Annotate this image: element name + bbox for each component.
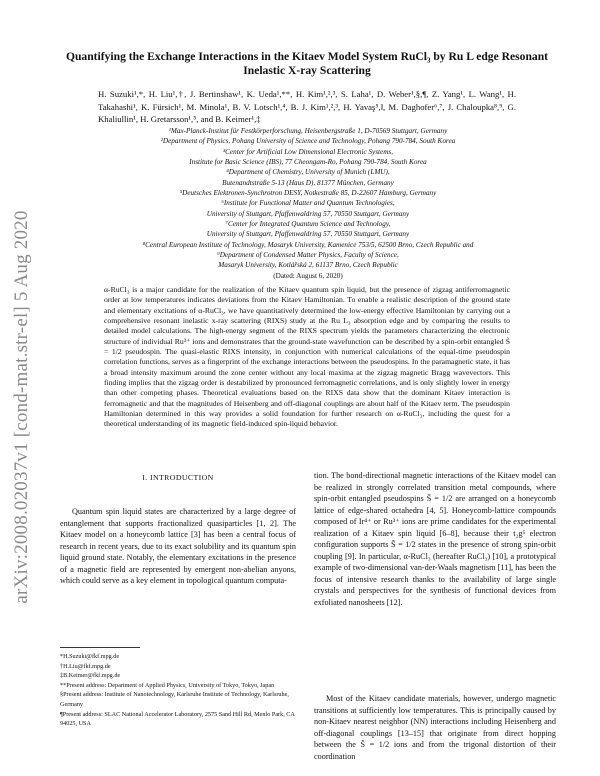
- date-line: (Dated: August 6, 2020): [273, 271, 343, 280]
- footnote: †H.Liu@fkf.mpg.de: [60, 662, 111, 670]
- paper-title: Quantifying the Exchange Interactions in the Kitaev Model System RuCl₃ by Ru L edge Resonant Inelastic X-ray Scattering: [65, 50, 549, 78]
- arxiv-identifier: arXiv:2008.02037v1 [cond-mat.str-el] 5 Aug 2020: [11, 210, 32, 604]
- affiliation-line: ⁵Deutsches Elektronen-Synchrotron DESY, Notkestraße 85, D-22607 Hamburg, Germany: [179, 189, 437, 198]
- intro-paragraph-right-1: tion. The bond-directional magnetic interactions of the Kitaev model can be realized in strongly correlated transition metal compounds, where spin-orbit entangled pseudospins S̃ = 1/2 are arranged on a honeycomb lattice of edge-shared octahedra [4, 5]. Honeycomb-lattice compounds composed of Ir⁴⁺ or Ru³⁺ ions are prime candidates for the experimental realization of a Kitaev spin liquid [6–8], because their t₂g⁵ electron configuration supports S̃ = 1/2 states in the presence of strong spin-orbit coupling [9]. In particular, α-RuCl₃ (hereafter RuCl₃) [10], a prototypical example of two-dimensional van-der-Waals magnetism [11], has been the focus of intensive research thanks to the availability of large single crystals and perspectives for the synthesis of functional devices from exfoliated nanosheets [12].: [314, 471, 556, 607]
- footnote: ‡B.Keimer@fkf.mpg.de: [60, 672, 121, 680]
- affiliation-line: University of Stuttgart, Pfaffenwaldring 57, 70550 Stuttgart, Germany: [206, 230, 410, 239]
- section-heading: I. INTRODUCTION: [142, 473, 214, 482]
- author-list: H. Suzuki¹,*, H. Liu¹,†, J. Bertinshaw¹, K. Ueda¹,**, H. Kim¹,²,³, S. Laha¹, D. Weber¹,§,¶, Z. Yang¹, L. Wang¹, H. Takahashi¹, K. Fürsich¹, M. Minola¹, B. V. Lotsch¹,⁴, B. J. Kim¹,²,³, H. Yavaş⁵,‖, M. Daghofer⁶,⁷, J. Chaloupka⁸,⁹, G. Khaliullin¹, H. Gretarsson¹,⁵, and B. Keimer¹,‡: [98, 89, 516, 124]
- affiliation-line: Institute for Basic Science (IBS), 77 Cheongam-Ro, Pohang 790-784, South Korea: [189, 158, 427, 167]
- affiliation-line: ²Department of Physics, Pohang University of Science and Technology, Pohang 790-784, South Korea: [160, 137, 456, 146]
- footnote: **Present address: Department of Applied Physics, University of Tokyo, Tokyo, Japan: [60, 681, 275, 689]
- intro-paragraph-right-2: Most of the Kitaev candidate materials, however, undergo magnetic transitions at sufficiently low temperatures. This is principally caused by non-Kitaev nearest neighbor (NN) interactions including Heisenberg and off-diagonal couplings [13–15] that originate from direct hopping between the S̃ = 1/2 ions and from the trigonal distortion of their coordination: [314, 694, 556, 761]
- affiliation-line: Butenandtstraße 5-13 (Haus D), 81377 München, Germany: [222, 178, 394, 187]
- intro-paragraph-left: Quantum spin liquid states are characterized by a large degree of entanglement that supports fractionalized quasiparticles [1, 2]. The Kitaev model on a honeycomb lattice [3] has been a central focus of research in recent years, due to its exact solubility and its quantum spin liquid ground state. Notably, the elementary excitations in the presence of a magnetic field are represented by emergent non-abelian anyons, which could serve as a key element in topological quantum computa-: [60, 507, 296, 585]
- affiliation-line: ⁹Department of Condensed Matter Physics, Faculty of Science,: [217, 251, 399, 260]
- affiliation-line: ¹Max-Planck-Institut für Festkörperforschung, Heisenbergstraße 1, D-70569 Stuttgart, Germany: [168, 127, 448, 135]
- affiliation-line: Masaryk University, Kotlářská 2, 61137 Brno, Czech Republic: [218, 261, 398, 270]
- affiliation-line: ⁴Department of Chemistry, University of Munich (LMU),: [226, 168, 390, 177]
- footnote: ¶Present address: SLAC National Accelerator Laboratory, 2575 Sand Hill Rd, Menlo Park, CA 94025, USA: [60, 710, 295, 728]
- footnote: *H.Suzuki@fkf.mpg.de: [60, 653, 120, 660]
- footnote-divider: [60, 647, 140, 648]
- affiliation-line: ³Center for Artificial Low Dimensional Electronic Systems,: [222, 147, 394, 156]
- footnote: §Present address: Institute of Nanotechnology, Karlsruhe Institute of Technology, Karlsruhe, Germany: [60, 691, 289, 708]
- affiliations: [70, 126, 546, 281]
- affiliation-line: ⁸Central European Institute of Technology, Masaryk University, Kamenice 753/5, 62500 Brno, Czech Republic and: [142, 240, 474, 249]
- affiliation-line: ⁶Institute for Functional Matter and Quantum Technologies,: [221, 199, 395, 208]
- affiliation-line: University of Stuttgart, Pfaffenwaldring 57, 70550 Stuttgart, Germany: [206, 209, 410, 218]
- abstract: α-RuCl₃ is a major candidate for the realization of the Kitaev quantum spin liquid, but the presence of zigzag antiferromagnetic order at low temperatures indicates deviations from the Kitaev Hamiltonian. To enable a realistic description of the ground state and elementary excitations of α-RuCl₃, we have quantitatively determined the low-energy effective Hamiltonian by carrying out a comprehensive resonant inelastic x-ray scattering (RIXS) study at the Ru L₃ absorption edge and by comparing the results to detailed model calculations. The high-energy segment of the RIXS spectrum yields the parameters characterizing the electronic structure of individual Ru³⁺ ions and demonstrates that the ground-state wavefunction can be described by a spin-orbit entangled S̃ = 1/2 pseudospin. The quasi-elastic RIXS intensity, in conjunction with numerical calculations of the equal-time pseudospin correlation functions, serves as a fingerprint of the exchange interactions between the pseudospins. In the paramagnetic state, it has a broad intensity maximum around the zone center without any local maxima at the zigzag magnetic Bragg wavevectors. This finding implies that the zigzag order is destabilized by pronounced ferromagnetic correlations, and is only slightly lower in energy than other competing phases. Theoretical evaluations based on the RIXS data show that the dominant Kitaev interaction is ferromagnetic and that the magnitudes of Heisenberg and off-diagonal couplings are about half of the Kitaev term. The pseudospin Hamiltonian determined in this way provides a solid foundation for further research on α-RuCl₃, including the quest for a theoretical understanding of its magnetic field-induced spin-liquid behavior.: [104, 285, 510, 429]
- footnotes: [60, 652, 296, 729]
- affiliation-line: ⁷Center for Integrated Quantum Science and Technology,: [225, 220, 391, 229]
